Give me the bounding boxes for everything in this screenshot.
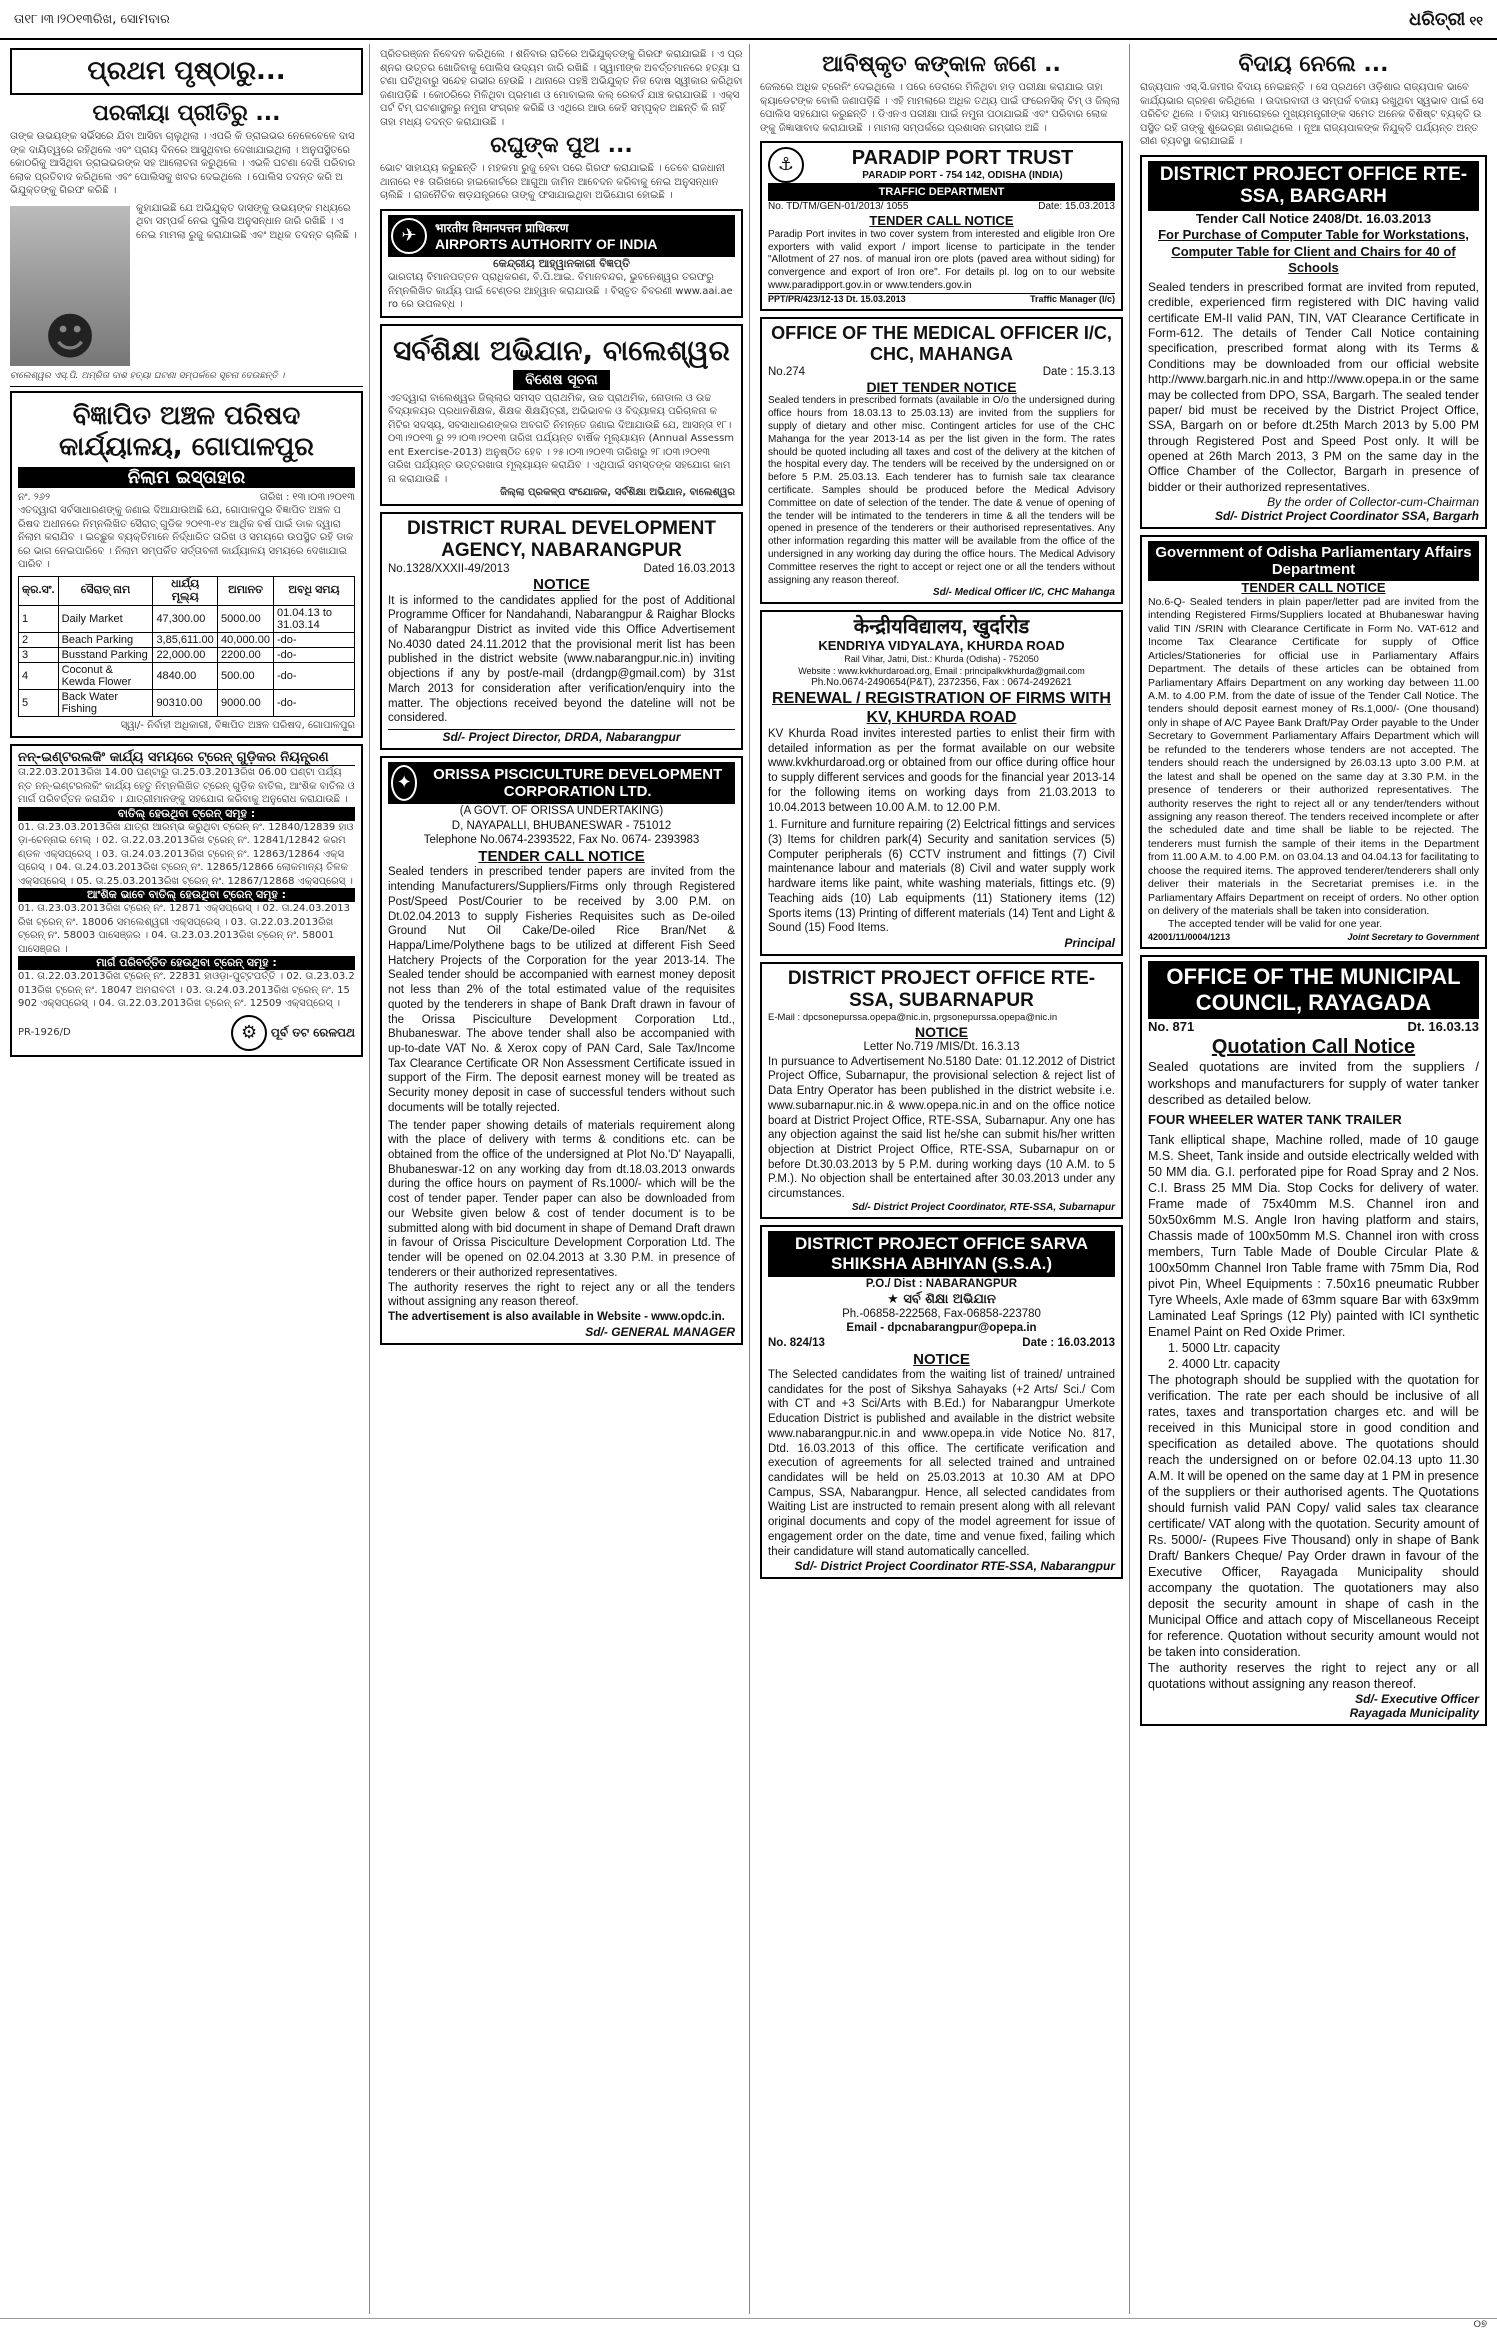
railway-list-2: 01. ତା.23.03.2013ରିଖ ଟ୍ରେନ୍ ନଂ. 12871 ଏକ୍ସପ୍ରେସ୍ । 02. ତା.24.03.2013ରିଖ ଟ୍ରେନ୍ ନଂ. 18006 ସମଲେଶ୍ୱରୀ ଏକ୍ସପ୍ରେସ୍ । 03. ତା.22.03.2013ରିଖ ଟ୍ରେନ୍ ନଂ. 58003 ପାସେଞ୍ଜର । 04. ତା.23.03.2013ରିଖ ଟ୍ରେନ୍ ନଂ. 58001 ପାସେଞ୍ଜର । bbox=[18, 903, 350, 955]
fish-icon: ✦ bbox=[391, 765, 417, 801]
kv-phone: Ph.No.0674-2490654(P&T), 2372356, Fax : 0674-2492621 bbox=[811, 677, 1072, 689]
newspaper-logo: ଧରିତ୍ରୀ bbox=[1409, 8, 1466, 30]
table-cell: -do- bbox=[273, 632, 354, 647]
opdc-text-3: The authority reserves the right to reject any or all the tenders without assigning any reason thereof. bbox=[388, 1281, 735, 1309]
table-cell: -do- bbox=[273, 689, 354, 716]
nab-number: No. 824/13 bbox=[768, 1336, 825, 1349]
aai-ad bbox=[380, 209, 743, 318]
table-cell: 22,000.00 bbox=[153, 647, 218, 662]
ppt-date: Date: 15.03.2013 bbox=[1038, 201, 1115, 212]
page-footer bbox=[0, 2318, 1497, 2334]
gopalpur-ad bbox=[10, 391, 363, 739]
opdc-title: ORISSA PISCICULTURE DEVELOPMENT CORPORATION LTD. bbox=[433, 765, 723, 800]
muni-text-1: Sealed quotations are invited from the suppliers / workshops and manufacturers for supply of water tanker described as detailed below. bbox=[1148, 1059, 1479, 1108]
subarnapur-ad bbox=[760, 962, 1123, 1219]
photo-block bbox=[10, 202, 363, 370]
table-cell: 90310.00 bbox=[153, 689, 218, 716]
story2-text: ଭୋଟ ସାହାଯ୍ୟ କରୁଛନ୍ତି । ମହକମା ରୁଜୁ ହେବା ପରେ ଗିରଫ କରାଯାଇଛି । ତେବେ ରାଜଧାନୀ ଥାନାରେ ୧୫ ତାରିଖରେ ହାଇକୋର୍ଟରେ ଆଗୁଆ ଜାମିନ ଆବେଦନ କରିବାକୁ ନେଇ ଅନୁସନ୍ଧାନ ଚାଲିଛି । ରାଜନୈତିକ ଷଡ଼ଯନ୍ତ୍ରରେ ତାଙ୍କୁ ଫସାଯାଇଥିବା ଅଭିଯୋଗ ହୋଇଛି । bbox=[380, 163, 725, 201]
ssa-logo-icon: ★ bbox=[887, 1291, 899, 1307]
railway-code: PR-1926/D bbox=[18, 1026, 71, 1038]
table-row bbox=[19, 689, 355, 716]
drda-text: It is informed to the candidates applied for the post of Additional Programme Officer for Nandahandi, Nabarangpur & Raighar Blocks of Nabarangpur District as invited vide this Office Advertisement No.4030 dated 24.11.2012 that the provisional merit list has been published in the district website (www.nabarangpur.nic.in) inviting objections if any by post/e-mail (drdangp@gmail.com) by 31st March 2013 for consideration after verification/enquiry into the matter. The objections received beyond the dateline will not be considered. bbox=[388, 594, 735, 725]
column-3 bbox=[754, 44, 1130, 2314]
ad-title: ବିଜ୍ଞାପିତ ଅଞ୍ଚଳ ପରିଷଦ କାର୍ଯ୍ୟାଳୟ, ଗୋପାଳପୁର bbox=[59, 400, 314, 462]
ad-subtitle: ନିଲାମ ଇସ୍ତାହାର bbox=[18, 467, 355, 488]
opdc-text-2: The tender paper showing details of materials requirement along with the place of delivery with terms & conditions etc. can be obtained from the office of the undersigned at Plot No.'D' Nayapalli, Bhubaneswar-12 on any working day from dt.18.03.2013 onwards during the office hours on payment of Rs.1000/- which will be the cost of tender paper. Tender paper can also be downloaded from our Website given below & cost of tender document is to be submitted along with bid document in shape of Demand Draft drawn in favour of Orissa Pisciculture Development Corporation Ltd. The tender will be opened on 02.04.2013 at 3.30 P.M. in presence of tenderers or their authorized representatives. bbox=[388, 1119, 735, 1279]
med-date: Date : 15.3.13 bbox=[1042, 365, 1115, 378]
drda-date: Dated 16.03.2013 bbox=[643, 562, 735, 575]
ad-number: ନଂ. ୨୬୨ bbox=[18, 491, 51, 503]
table-cell: 500.00 bbox=[218, 662, 274, 689]
nab-phone: Ph.-06858-222568, Fax-06858-223780 bbox=[842, 1307, 1041, 1320]
drda-number: No.1328/XXXII-49/2013 bbox=[388, 562, 510, 575]
opdc-text-1: Sealed tenders in prescribed tender papers are invited from the intending Manufacturers/Suppliers/Firms only through Registered Post/Speed Post/Courier to be received by 3.00 P.M. on Dt.02.04.2013 to supply Fisheries Requisites such as De-oiled Ground Nut Oil Cake/De-oiled Rice Bran/Net & Happa/Lime/Polythene bags to be utilized at different Fish Seed Hatchery Projects of the Corporation for the year 2013-14. The Sealed tender should be accompanied with earnest money deposit not less than 2% of the total estimated value of the requisites quoted by the tenderers in shape of Bank Draft drawn in favour of the Orissa Pisciculture Development Corporation Ltd., Bhubaneswar. The above tender shall also be accompanied with up-to-date VAT No. & Xerox copy of PAN Card, Sale Tax/Income Tax Clearance Certificate OR Non Assessment Certificate issued in support of the Firm. The deposit earnest money will be treated as Security money deposit in case of successful tenders without such documents will be totally rejected. bbox=[388, 866, 735, 1114]
muni-notice: Quotation Call Notice bbox=[1211, 1036, 1416, 1059]
kv-items: 1. Furniture and furniture repairing (2) Eelctrical fittings and services (3) Items for children park(4) Security and sanitation services (5) Computer peripherals (6) CCTV instrument and fittings (7) Civil maintenance labour and materials (8) Civil and water supply work hardware items like paint, white washing materials, fittings etc. (9) Teaching aids (10) Lab equipments (11) Stationery items (12) Sports items (13) Printing of different materials (14) Tent and Light & Sound (15) Food Items. bbox=[768, 819, 1115, 935]
nabarangpur-ssa-ad bbox=[760, 1225, 1123, 1579]
table-header: ସୈରାତ୍ ନାମ bbox=[58, 576, 153, 605]
bar-text: Sealed tenders in prescribed format are invited from reputed, credible, experienced firm registered with DIC having valid certificate EM-II valid PAN, TIN, VAT Clearance Certificate in Form-612. The details of Tender Call Notice containing specification, prescribed format along with its Terms & Conditions may be downloaded from our official website http://www.bargarh.nic.in and http://www.opepa.in or the same may be collected from DPO, SSA, Bargarh. The sealed tender paper/ bid must be received by the District Project Office, SSA, Bargarh on or before dt.25th March 2013 by 5.00 PM through Registered Post and Speed Post only. It will be opened at 26th March 2013, 3 PM on the same day in the Office Chamber of the Collector, Bargarh in presence of bidder or their authorized representatives. bbox=[1148, 280, 1479, 494]
muni-text-3: The authority reserves the right to reject any or all quotations without assigning any reason thereof. bbox=[1148, 1660, 1479, 1691]
railway-list-3: 01. ତା.22.03.2013ରିଖ ଟ୍ରେନ୍ ନଂ. 22831 ହାଓଡ଼ା-ପୁଟ୍ଟପର୍ତ୍ତି । 02. ତା.23.03.2013ରିଖ ଟ୍ରେନ୍ ନଂ. 18047 ଅମରାବତୀ । 03. ତା.24.03.2013ରିଖ ଟ୍ରେନ୍ ନଂ. 15902 ଏକ୍ସପ୍ରେସ୍ । 04. ତା.22.03.2013ରିଖ ଟ୍ରେନ୍ ନଂ. 12509 ଏକ୍ସପ୍ରେସ୍ । bbox=[18, 971, 355, 1010]
table-header: କ୍ର.ସଂ. bbox=[19, 576, 59, 605]
table-cell: 5000.00 bbox=[218, 605, 274, 632]
table-header: ଧାର୍ଯ୍ୟ ମୂଲ୍ୟ bbox=[153, 576, 218, 605]
story-text: ତାଙ୍କ ଉଭୟଙ୍କ ସର୍ଭିସରେ ଯିବା ଆସିବା ଚାଲୁଥିଲା । ଏପରି କି ଡ୍ରାଇଭର ନେଳେବେଳେ ଦାସଙ୍କ ଦାୟିତ୍ୱରେ ରହିଥିଲେ ଏବଂ ପ୍ରାୟ ଦିନରେ ଆସୁଥିବାର ଦେଖାଯାଇଥିଲା । ଅନୁପସ୍ଥିତରେ କୋଠରିକୁ ଆସିଥିବା ଡ୍ରାଇଭରଙ୍କ ସହ ଆଲୋଚନା କରୁଥିଲେ । ଏଭଳି ଘଟଣା ଦେଖି ପରିବାର ଲୋକ ପ୍ରତିବାଦ କରିଥିଲେ ଏବଂ ପୋଲିସକୁ ଖବର ଦେଇଥିଲେ । ପୋଲିସ ତଦନ୍ତ କରି ଅଭିଯୁକ୍ତଙ୍କୁ ଗିରଫ କରିଛି । bbox=[10, 131, 356, 196]
parliamentary-ad bbox=[1140, 535, 1487, 949]
muni-capacity-2: 2. 4000 Ltr. capacity bbox=[1168, 1356, 1280, 1371]
column-4 bbox=[1134, 44, 1493, 2314]
kv-title-hindi: केन्द्रीयविद्यालय, खुर्दारोड bbox=[853, 616, 1030, 639]
par-text: No.6-Q- Sealed tenders in plain paper/letter pad are invited from the intending Registered Firms/Suppliers located at Bhubaneswar having valid TIN /SRIN with Clearance Certificate in Form No. VAT-612 and Income Tax Clearance Certificate for supply of Office Articles/Stationeries for official use in Parliamentary Affairs Department. The details of these articles can be obtained from Parliamentary Affairs Department on any working day between 11.00 A.M. to 4.00 P.M. from the date of issue of the Tender Call Notice. The tenders should deposit earnest money of Rs.1,000/- (One thousand) only in shape of A/C Payee Bank Draft/Pay Order payable to the Under Secretary to Government Parliamentary Affairs Department which will be refunded to the tenderers whose tenders are not accepted. The tenders should reach the undersigned by 26.03.13 upto 3.00 P.M. at the latest and shall be opened on the same day at 3.30 P.M. in the presence of tenderers or their authorized representatives. The authority reserves the right to reject all or any tender/tenders without assigning any reason thereof. The tenders received incomplete or after the scheduled date and time shall be liable to be rejected. The tenderers must furnish the sample of their items in the Department from 11.00 A.M. to 4.00 P.M. on 03.04.13 and 04.04.13 for facilitating to choose the required items. The approved tenderer/tenderers shall only deliver their materials in the Secretariat premises i.e. in the Parliamentary Affairs Department on receipt of orders. No other option on delivery of the materials shall be taken into consideration. bbox=[1148, 595, 1479, 918]
story3-title: ଆବିଷ୍କୃତ କଙ୍କାଳ ଜଣେ .. bbox=[822, 52, 1061, 77]
sub-title: DISTRICT PROJECT OFFICE RTE-SSA, SUBARNAPUR bbox=[787, 967, 1096, 1011]
railway-heading-3: ମାର୍ଗ ପରିବର୍ତ୍ତିତ ହେଉଥିବା ଟ୍ରେନ୍ ସମୂହ : bbox=[18, 956, 355, 970]
muni-number: No. 871 bbox=[1148, 1019, 1195, 1035]
railway-heading-1: ବାତିଲ୍ ହେଉଥିବା ଟ୍ରେନ୍ ସମୂହ : bbox=[18, 807, 355, 821]
med-signature: Sd/- Medical Officer I/C, CHC Mahanga bbox=[932, 587, 1115, 599]
table-row bbox=[19, 605, 355, 632]
table-row bbox=[19, 632, 355, 647]
bar-order: By the order of Collector-cum-Chairman bbox=[1267, 495, 1479, 510]
sub-email: E-Mail : dpcsonepurssa.opepa@nic.in, prgsonepurssa.opepa@nic.in bbox=[768, 1011, 1058, 1023]
table-cell: -do- bbox=[273, 647, 354, 662]
opdc-notice: TENDER CALL NOTICE bbox=[478, 848, 645, 866]
story3-text: ଜେଲରେ ଅଧିକ ଟ୍ରେନିଂ ଦେଇଥିଲେ । ପରେ ଡେରାରେ ମିଳିଥିବା ହାଡ଼ ପରୀକ୍ଷା କରାଯାଇ ତାହା କ୍ୟାଡେଟଙ୍କ ବୋଲି ଜଣାପଡ଼ିଛି । ଏହି ମାମଲାରେ ଅଧିକ ତଥ୍ୟ ପାଇଁ ଫରେନସିକ୍ ଟିମ୍ ଓ ଜିଲ୍ଲା ପୋଲିସ ସହଯୋଗ କରୁଛନ୍ତି । ଡିଏନଏ ପରୀକ୍ଷା ପାଇଁ ନମୁନା ପଠାଯାଇଛି ଏବଂ ପରିବାର ଲୋକଙ୍କୁ ଜିଜ୍ଞାସାବାଦ କରାଯାଉଛି । ମାମଲା ସମ୍ପର୍କରେ ପ୍ରଶାସନ ଗମ୍ଭୀର ଅଛି । bbox=[760, 82, 1120, 134]
sub-text: In pursuance to Advertisement No.5180 Date: 01.12.2012 of District Project Office, Subarnapur, the provisional selection & reject list of Data Entry Operator has been published in the district website i.e. www.subarnapur.nic.in & www.opepa.nic.in and on the office notice board at District Project Office, RTE-SSA, Subarnapur. Any one has any objection against the said list he/she can submit his/her written objection at District Project Office, RTE-SSA, Subarnapur on or before Dt.30.03.2013 by 5 P.M. during working days (10 A.M. to 5 P.M.). No objection shall be entertained after 30.03.2013 under any circumstances. bbox=[768, 1055, 1115, 1201]
table-cell: Daily Market bbox=[58, 605, 153, 632]
section-banner bbox=[10, 48, 363, 95]
table-cell: 2200.00 bbox=[218, 647, 274, 662]
opdc-subtitle: (A GOVT. OF ORISSA UNDERTAKING) bbox=[459, 804, 664, 817]
par-code: 42001/11/0004/1213 bbox=[1148, 931, 1231, 942]
table-row bbox=[19, 647, 355, 662]
nab-notice: NOTICE bbox=[913, 1350, 970, 1368]
anchor-icon: ⚓ bbox=[768, 147, 804, 183]
muni-date: Dt. 16.03.13 bbox=[1407, 1019, 1479, 1035]
kv-web: Website : www.kvkhurdaroad.org, Email : principalkvkhurda@gmail.com bbox=[798, 665, 1085, 676]
kv-address: Rail Vihar, Jatni, Dist.: Khurda (Odisha) - 752050 bbox=[844, 654, 1039, 665]
table-row bbox=[19, 662, 355, 689]
table-cell: -do- bbox=[273, 662, 354, 689]
table-cell: 5 bbox=[19, 689, 59, 716]
table-cell: 9000.00 bbox=[218, 689, 274, 716]
med-text: Sealed tenders in prescribed formats (available in O/o the undersigned during office hours from 18.03.13 to 25.03.13) are invited from the suppliers for supply of dietary and other misc. Contingent articles for use of the CHC Mahanga for the year 2013-14 as per the list given in the form. The rates should be quoted including all taxes and cost of the delivery at the kitchen of the hospital every day. The tenders will be received by the undersigned on or before 5 P.M. 25.03.13. Each tenderer has to furnish sale tax clearance certificate. Samples should be produced before the Medical Advisory Committee on date of selection of the tender. The date & venue of opening of the tender will be intimated to the tenderers in time & all the tenders will be opened in presence of the tenderers or their authorised representatives. Any other information regarding this matter will be available from the office of the undersigned in any working day during the office hours. The Medical Advisory Committee reserves the right to accept or reject one or all the tenders without assigning any reason thereof. bbox=[768, 395, 1115, 586]
table-cell: Coconut & Kewda Flower bbox=[58, 662, 153, 689]
ad-body: ଏତଦ୍ୱାରା ସର୍ବସାଧାରଣଙ୍କୁ ଜଣାଇ ଦିଆଯାଉଅଛି ଯେ, ଗୋପାଳପୁର ବିଜ୍ଞାପିତ ଅଞ୍ଚଳ ପରିଷଦ ଅଧୀନରେ ନିମ୍ନଲିଖିତ ସୈରାତ୍ ଗୁଡିକ ୨୦୧୩-୧୪ ଆର୍ଥିକ ବର୍ଷ ପାଇଁ ଡାକ ଦ୍ୱାରା ନିଲାମ କରାଯିବ । ଇଚ୍ଛୁକ ବ୍ୟକ୍ତିମାନେ ନିର୍ଦ୍ଧାରିତ ତାରିଖ ଓ ସମୟରେ ଉପସ୍ଥିତ ରହି ଡାକରେ ଭାଗ ନେଇପାରିବେ । ନିଲାମ ସମ୍ପର୍କିତ ସର୍ତ୍ତାବଳୀ କାର୍ଯ୍ୟାଳୟ ସମୟରେ ଦେଖାଯାଇପାରିବ । bbox=[18, 505, 354, 571]
railway-title: ନନ୍-ଇଣ୍ଟରଲକିଂ କାର୍ଯ୍ୟ ସମୟରେ ଟ୍ରେନ୍ ଗୁଡ଼ିକର ନିୟନ୍ତ୍ରଣ bbox=[18, 750, 355, 766]
sub-letter: Letter No.719 /MIS/Dt. 16.3.13 bbox=[863, 1040, 1020, 1053]
page-header bbox=[0, 0, 1497, 40]
kv-notice: RENEWAL / REGISTRATION OF FIRMS WITH KV, KHURDA ROAD bbox=[772, 690, 1111, 726]
table-cell: 1 bbox=[19, 605, 59, 632]
nab-title: DISTRICT PROJECT OFFICE SARVA SHIKSHA ABHIYAN (S.S.A.) bbox=[768, 1231, 1115, 1277]
section-title: ପ୍ରଥମ ପୃଷ୍ଠାରୁ... bbox=[87, 56, 286, 86]
bar-title: DISTRICT PROJECT OFFICE RTE-SSA, BARGARH bbox=[1148, 161, 1479, 211]
drda-signature: Sd/- Project Director, DRDA, Nabarangpur bbox=[388, 729, 735, 744]
bargarh-ad bbox=[1140, 155, 1487, 530]
ssa-title: ସର୍ବଶିକ୍ଷା ଅଭିଯାନ, ବାଲେଶ୍ୱର bbox=[393, 333, 730, 367]
muni-spec: Tank elliptical shape, Machine rolled, made of 10 gauge M.S. Sheet, Tank inside and outside electrically welded with 50 MM dia. G.I. perforated pipe for Road Spray and 2 Nos. C.I. Brass 25 MM Dia. Stop Cocks for delivery of water. Frame made of 75x40mm M.S. Channel iron and 50x50x6mm M.S. Angle Iron having platform and stairs, Chassis made of 100x50mm M.S. Channel iron with cross members, Turn Table Made of Double Circular Plate & 100x50mm Channel Iron Table frame with 75mm Dia, Rod pivot Pin, Wheel Equipments : 7.50x16 pneumatic Rubber Tyre Wheels, Axle made of 63mm square Bar with 63x9mm Laminated Leaf Springs (12 Ply) painted with ICI synthetic Enamel Paint on Red Oxide Primer. bbox=[1148, 1132, 1479, 1339]
table-cell: 40,000.00 bbox=[218, 632, 274, 647]
par-notice: TENDER CALL NOTICE bbox=[1241, 580, 1386, 596]
footer-page-number: ୦୭ bbox=[1473, 2319, 1487, 2330]
nab-email: Email - dpcnabarangpur@opepa.in bbox=[846, 1322, 1037, 1335]
opdc-signature: Sd/- GENERAL MANAGER bbox=[585, 1324, 735, 1339]
kv-signature: Principal bbox=[1064, 935, 1115, 950]
aai-subtitle: କେନ୍ଦ୍ରୀୟ ଆହ୍ୱାନକାରୀ ବିଜ୍ଞପ୍ତି bbox=[493, 256, 630, 270]
aai-title: AIRPORTS AUTHORITY OF INDIA bbox=[435, 236, 658, 252]
nab-date: Date : 16.03.2013 bbox=[1022, 1336, 1115, 1349]
railway-sign: ପୂର୍ବ ତଟ ରେଳପଥ bbox=[270, 1025, 355, 1040]
railway-ad bbox=[10, 744, 363, 1057]
aai-text: ଭାରତୀୟ ବିମାନପତ୍ତନ ପ୍ରାଧିକରଣ, ବି.ପି.ଆଇ. ବିମାନବନ୍ଦର, ଭୁବନେଶ୍ୱର ତରଫରୁ ନିମ୍ନଲିଖିତ କାର୍ଯ୍ୟ ପାଇଁ ଟେଣ୍ଡର ଆହ୍ୱାନ କରାଯାଉଛି । ବିସ୍ତୃତ ବିବରଣୀ www.aai.aero ରେ ଉପଲବ୍ଧ । bbox=[388, 272, 733, 311]
ssa-text: ଏତଦ୍ୱାରା ବାଲେଶ୍ୱର ଜିଲ୍ଲାର ସମସ୍ତ ପ୍ରାଥମିକ, ଉଚ୍ଚ ପ୍ରାଥମିକ, ନୋଡାଲ ଓ ଉଚ୍ଚ ବିଦ୍ୟାଳୟର ପ୍ରଧାନଶିକ୍ଷକ, ଶିକ୍ଷକ ଶିକ୍ଷୟିତ୍ରୀ, ଅଭିଭାବକ ଓ ବିଦ୍ୟାଳୟ ପରିଚାଳନା କମିଟିର ସଦସ୍ୟ, ସବସାଧାରଣଙ୍କର ଅବଗତି ନିମନ୍ତେ ଜଣାଇ ଦିଆଯାଉଛି ଯେ, ଆସନ୍ତା ୧୮।୦୩।୨୦୧୩ ରୁ ୨୨।୦୩।୨୦୧୩ ତାରିଖ ପର୍ଯ୍ୟନ୍ତ ବାର୍ଷିକ ମୂଲ୍ୟାୟନ (Annual Assessment Exercise-2013) ଅନୁଷ୍ଠିତ ହେବ । ୨୫।୦୩।୨୦୧୩ ତାରିଖରୁ ୨୮।୦୩।୨୦୧୩ ତାରିଖ ପର୍ଯ୍ୟନ୍ତ ଉତ୍ତରଖାତା ମୂଲ୍ୟାୟନ କରାଯିବ । ଏଥିପାଇଁ ସମସ୍ତଙ୍କ ସହଯୋଗ କାମନା କରାଯାଉଛି । bbox=[388, 392, 735, 485]
rayagada-ad bbox=[1140, 955, 1487, 1725]
med-number: No.274 bbox=[768, 365, 806, 378]
table-cell: 47,300.00 bbox=[153, 605, 218, 632]
ppt-text: Paradip Port invites in two cover system from interested and eligible Iron Ore exporters with valid export / import license to participate in the tender "Allotment of 27 nos. of manual iron ore plots (paved area without siding) for convergence and export of Iron ore". For details pl. log on to our website www.paradipport.gov.in or www.tenders.gov.in bbox=[768, 228, 1115, 291]
drda-ad bbox=[380, 512, 743, 750]
bar-number: Tender Call Notice 2408/Dt. 16.03.2013 bbox=[1195, 210, 1432, 226]
railway-heading-2: ଆଂଶିକ ଭାବେ ବାତିଲ୍ ହେଉଥିବା ଟ୍ରେନ୍ ସମୂହ : bbox=[18, 888, 355, 902]
plane-icon: ✈ bbox=[391, 218, 427, 254]
drda-title: DISTRICT RURAL DEVELOPMENT AGENCY, NABARANGPUR bbox=[407, 517, 716, 561]
table-cell: 01.04.13 to 31.03.14 bbox=[273, 605, 354, 632]
med-title: OFFICE OF THE MEDICAL OFFICER I/C, CHC, MAHANGA bbox=[771, 323, 1112, 364]
drda-notice: NOTICE bbox=[533, 576, 590, 594]
railway-text: ତା.22.03.2013ରିଖ 14.00 ଘଣ୍ଟାରୁ ତା.25.03.2013ରିଖ 06.00 ଘଣ୍ଟା ପର୍ଯ୍ୟନ୍ତ ନନ୍-ଇଣ୍ଟରଲକିଂ କାର୍ଯ୍ୟ ହେତୁ ନିମ୍ନଲିଖିତ ଟ୍ରେନ୍ ଗୁଡ଼ିକ ବାତିଲ, ଆଂଶିକ ବାତିଲ ଓ ମାର୍ଗ ପରିବର୍ତ୍ତନ କରାଯିବ । ଯାତ୍ରୀମାନଙ୍କୁ ସହଯୋଗ କରିବାକୁ ଅନୁରୋଧ କରାଯାଉଛି । bbox=[18, 767, 355, 806]
column-1 bbox=[4, 44, 370, 2314]
opdc-text-4: The advertisement is also available in Website - www.opdc.in. bbox=[388, 1310, 725, 1323]
ssa-signature: ଜିଲ୍ଲା ପ୍ରକଳ୍ପ ସଂଯୋଜକ, ସର୍ବଶିକ୍ଷା ଅଭିଯାନ, ବାଲେଶ୍ୱର bbox=[500, 487, 735, 499]
nab-signature: Sd/- District Project Coordinator RTE-SSA, Nabarangpur bbox=[794, 1559, 1115, 1574]
story-continuation: କୁହାଯାଇଛି ଯେ ଅଭିଯୁକ୍ତ ଦାସଙ୍କୁ ଉଭୟଙ୍କ ମଧ୍ୟରେ ଥିବା ସମ୍ପର୍କ ନେଇ ପୁଲିସ ଅନୁସନ୍ଧାନ ଜାରି ରଖିଛି । ଏ ନେଇ ମାମଲା ରୁଜୁ କରାଯାଇଛି ଏବଂ ଅଧିକ ତଦନ୍ତ ଚାଲିଛି । bbox=[136, 202, 357, 241]
paradip-ad bbox=[760, 141, 1123, 311]
nab-po: P.O./ Dist : NABARANGPUR bbox=[865, 1277, 1018, 1290]
table-cell: 2 bbox=[19, 632, 59, 647]
story-title: ପରକୀୟା ପ୍ରୀତିରୁ ... bbox=[92, 101, 281, 126]
table-cell: 4 bbox=[19, 662, 59, 689]
ppt-notice: TENDER CALL NOTICE bbox=[869, 212, 1014, 228]
header-date: ତା୧୮।୩।୨୦୧୩ରିଖ, ସୋମବାର bbox=[14, 11, 170, 27]
opdc-address: D, NAYAPALLI, BHUBANESWAR - 751012 bbox=[451, 819, 672, 832]
muni-text-2: The photograph should be supplied with the quotation for verification. The rate per each should be inclusive of all rates, taxes and transportation charges etc. and will be received in this Municipal store in good condition and specification as detailed above. The quotations should reach the undersigned on or before 02.04.13 upto 11.30 A.M. It will be opened on the same day at 1 PM in presence of the suppliers or their authorised agents. The Quotations should furnish valid PAN Copy/ valid sales tax clearance certificate/ VAT along with the quotation. Security amount of Rs. 5000/- (Rupees Five Thousand) only in shape of Bank Draft/ Bankers Cheque/ Pay Order drawn in favour of the Executive Officer, Rayagada Municipality should accompany the quotation. The quotationers may also deposit the security amount in shape of cash in the Municipal Office and attach copy of Miscellaneous Receipt for reference. Quotation without security amount would not be taken into consideration. bbox=[1148, 1372, 1479, 1659]
par-signature: Joint Secretary to Government bbox=[1347, 931, 1479, 942]
table-cell: Back Water Fishing bbox=[58, 689, 153, 716]
photo-caption: ବାଲେଶ୍ୱର ଏସ୍.ପି. ଅମ୍ରିତା ଦାଶ ହତ୍ୟା ଘଟଣା ସମ୍ପର୍କରେ ସୂଚନା ଦେଉଛନ୍ତି । bbox=[10, 370, 285, 381]
railway-logo-icon: ⚙ bbox=[231, 1015, 267, 1051]
story-continuation-2: ପ୍ରିତରଞ୍ଜନ ନିବେଦନ କରିଥିଲେ । ଶନିବାର ରାତିରେ ଅଭିଯୁକ୍ତଙ୍କୁ ଗିରଫ କରାଯାଇଛି । ଏ ପ୍ରଶ୍ନର ଉତ୍ତର ଖୋଜିବାକୁ ପୋଲିସ ଉଦ୍ୟମ ଜାରି ରଖିଛି । ସ୍ୱାମୀଙ୍କ ଅବର୍ତ୍ତମାନରେ ହତ୍ୟା ଘଟଣା ଘଟିଥିବାରୁ ସନ୍ଦେହ ଗଭୀର ହେଉଛି । ଥାନାରେ ପହଞ୍ଚି ଅଭିଯୁକ୍ତ ନିଜ ଦୋଷ ସ୍ୱୀକାର କରିଥିବା ଜଣାପଡ଼ିଛି । କୋଠରିରେ ମିଳିଥିବା ପ୍ରମାଣ ଓ ମୋବାଇଲ କଲ୍ ରେକର୍ଡ ଯାଞ୍ଚ କରାଯାଉଛି । ଏକ୍ସପର୍ଟ ଟିମ୍ ଘଟଣାସ୍ଥଳରୁ ନମୁନା ସଂଗ୍ରହ କରିଛି ଓ ଏଥିରେ ଆଉ କେହି ସମ୍ପୃକ୍ତ ଅଛନ୍ତି କି ନାହିଁ ତାହା ମଧ୍ୟ ତଦନ୍ତ କରାଯାଉଛି । bbox=[380, 49, 743, 128]
ssa-subtitle: ବିଶେଷ ସୂଚନା bbox=[513, 370, 610, 390]
kv-text: KV Khurda Road invites interested parties to enlist their firm with detailed information as per the format available on our website www.kvkhurdaroad.org or obtained from our office during office hour to supply different services and goods for the financial year 2013-14 for the following items on working days from 21.03.2013 to 10.04.2013 between 10.00 A.M. to 12.00 P.M. bbox=[768, 727, 1115, 814]
muni-signature-2: Rayagada Municipality bbox=[1349, 1705, 1479, 1720]
ad-date: ତାରିଖ : ୧୩।୦୩।୨୦୧୩ bbox=[259, 491, 355, 503]
kv-title: KENDRIYA VIDYALAYA, KHURDA ROAD bbox=[818, 638, 1065, 654]
story4-text: ରାଜ୍ୟପାଳ ଏସ୍.ସି.ଜମୀର ବିଦାୟ ନେଇଛନ୍ତି । ସେ ପ୍ରଥମେ ଓଡ଼ିଶାର ରାଜ୍ୟପାଳ ଭାବେ କାର୍ଯ୍ୟଭାର ଗ୍ରହଣ କରିଥିଲେ । ଉଦାରବାଦୀ ଓ ସମ୍ପର୍କ ବଜାୟ ରଖୁଥିବା ସ୍ୱଭାବ ପାଇଁ ସେ ପରିଚିତ ଥିଲେ । ବିଦାୟ ସମାରୋହରେ ମୁଖ୍ୟମନ୍ତ୍ରୀଙ୍କ ସମେତ ଅନେକ ବିଶିଷ୍ଟ ବ୍ୟକ୍ତି ଉପସ୍ଥିତ ରହି ତାଙ୍କୁ ଶୁଭେଚ୍ଛା ଜଣାଇଥିଲେ । ନୂଆ ରାଜ୍ୟପାଳଙ୍କ ନିଯୁକ୍ତି ପର୍ଯ୍ୟନ୍ତ ଅନ୍ତରୀଣ ବ୍ୟବସ୍ଥା କରାଯାଇଛି । bbox=[1140, 82, 1484, 147]
muni-title: OFFICE OF THE MUNICIPAL COUNCIL, RAYAGADA bbox=[1148, 961, 1479, 1019]
par-validity: The accepted tender will be valid for one year. bbox=[1168, 918, 1383, 931]
sub-signature: Sd/- District Project Coordinator, RTE-SSA, Subarnapur bbox=[851, 1201, 1115, 1213]
mahanga-ad bbox=[760, 317, 1123, 604]
table-cell: Busstand Parking bbox=[58, 647, 153, 662]
med-notice: DIET TENDER NOTICE bbox=[866, 379, 1017, 396]
opdc-telephone: Telephone No.0674-2393522, Fax No. 0674- 2393983 bbox=[423, 834, 700, 847]
ppt-department: TRAFFIC DEPARTMENT bbox=[768, 183, 1115, 201]
ppt-signature: Traffic Manager (I/c) bbox=[1029, 293, 1115, 304]
ppt-address: PARADIP PORT - 754 142, ODISHA (INDIA) bbox=[862, 170, 1063, 182]
railway-list-1: 01. ତା.23.03.2013ରିଖ ଯାତ୍ରା ଆରମ୍ଭ କରୁଥିବା ଟ୍ରେନ୍ ନଂ. 12840/12839 ହାଓଡ଼ା-ଚେନ୍ନାଇ ମେଲ୍ । 02. ତା.22.03.2013ରିଖ ଟ୍ରେନ୍ ନଂ. 12841/12842 କରମଣ୍ଡଳ ଏକ୍ସପ୍ରେସ୍ । 03. ତା.24.03.2013ରିଖ ଟ୍ରେନ୍ ନଂ. 12863/12864 ଏକ୍ସପ୍ରେସ୍ । 04. ତା.24.03.2013ରିଖ ଟ୍ରେନ୍ ନଂ. 12865/12866 ଲୋକମାନ୍ୟ ତିଳକ ଏକ୍ସପ୍ରେସ୍ । 05. ତା.25.03.2013ରିଖ ଟ୍ରେନ୍ ନଂ. 12867/12868 ଏକ୍ସପ୍ରେସ୍ । bbox=[18, 821, 354, 887]
nab-logo-text: ସର୍ବ ଶିକ୍ଷା ଅଭିଯାନ bbox=[903, 1291, 996, 1307]
aai-title-hindi: भारतीय विमानपत्तन प्राधिकरण bbox=[435, 221, 569, 235]
ssa-balasore-ad bbox=[380, 324, 743, 506]
news-photo bbox=[10, 206, 130, 366]
nab-text: The Selected candidates from the waiting list of trained/ untrained candidates for the post of Sikshya Sahayaks (+2 Arts/ Sci./ Com with CT and +3 Sci/Arts with B.Ed.) for Nabarangpur Umerkote Education District is published and available in the district website www.nabarangpur.nic.in and www.opepa.in vide Notice No. 817, Dtd. 16.03.2013 of this office. The certificate verification and execution of agreements for all selected trained and untrained candidates will be held on 25.03.2013 at 10.30 AM at DPO Campus, SSA, Nabarangpur. Hence, all selected candidates from Waiting List are instructed to remain present along with all relevant original documents and copy of the model agreement for issue of engagement order on the date, time and venue fixed, failing which their candidature will stand automatically cancelled. bbox=[768, 1368, 1115, 1558]
table-cell: 4840.00 bbox=[153, 662, 218, 689]
ppt-number: No. TD/TM/GEN-01/2013/ 1055 bbox=[768, 201, 909, 212]
ppt-title: PARADIP PORT TRUST bbox=[851, 147, 1074, 170]
bar-purpose: For Purchase of Computer Table for Workstations, Computer Table for Client and Chairs for 40 of Schools bbox=[1158, 227, 1469, 276]
opdc-ad bbox=[380, 756, 743, 1345]
auction-table bbox=[18, 576, 355, 717]
sub-notice: NOTICE bbox=[915, 1023, 968, 1040]
story2-title: ରଘୁଙ୍କ ପୁଅ ... bbox=[490, 133, 633, 158]
ppt-reference: PPT/PR/423/12-13 Dt. 15.03.2013 bbox=[768, 293, 906, 304]
muni-item: FOUR WHEELER WATER TANK TRAILER bbox=[1148, 1111, 1402, 1127]
column-2 bbox=[374, 44, 750, 2314]
story4-title: ବିଦାୟ ନେଲେ ... bbox=[1238, 52, 1389, 77]
par-title: Government of Odisha Parliamentary Affairs Department bbox=[1148, 541, 1479, 581]
table-cell: 3,85,611.00 bbox=[153, 632, 218, 647]
muni-capacity-1: 1. 5000 Ltr. capacity bbox=[1168, 1340, 1280, 1355]
person-icon: ☻ bbox=[43, 307, 97, 366]
muni-signature-1: Sd/- Executive Officer bbox=[1355, 1691, 1479, 1706]
bar-signature: Sd/- District Project Coordinator SSA, Bargarh bbox=[1214, 509, 1479, 524]
ad-signature: ସ୍ୱା/- ନିର୍ବାହୀ ଅଧିକାରୀ, ବିଜ୍ଞାପିତ ଅଞ୍ଚଳ ପରିଷଦ, ଗୋପାଳପୁର bbox=[120, 719, 355, 731]
page-number: ୧୧ bbox=[1469, 13, 1483, 29]
table-cell: Beach Parking bbox=[58, 632, 153, 647]
table-header: ଅବଧି ସମୟ bbox=[273, 576, 354, 605]
table-header: ଅମାନତ bbox=[218, 576, 274, 605]
kv-ad bbox=[760, 610, 1123, 956]
table-cell: 3 bbox=[19, 647, 59, 662]
